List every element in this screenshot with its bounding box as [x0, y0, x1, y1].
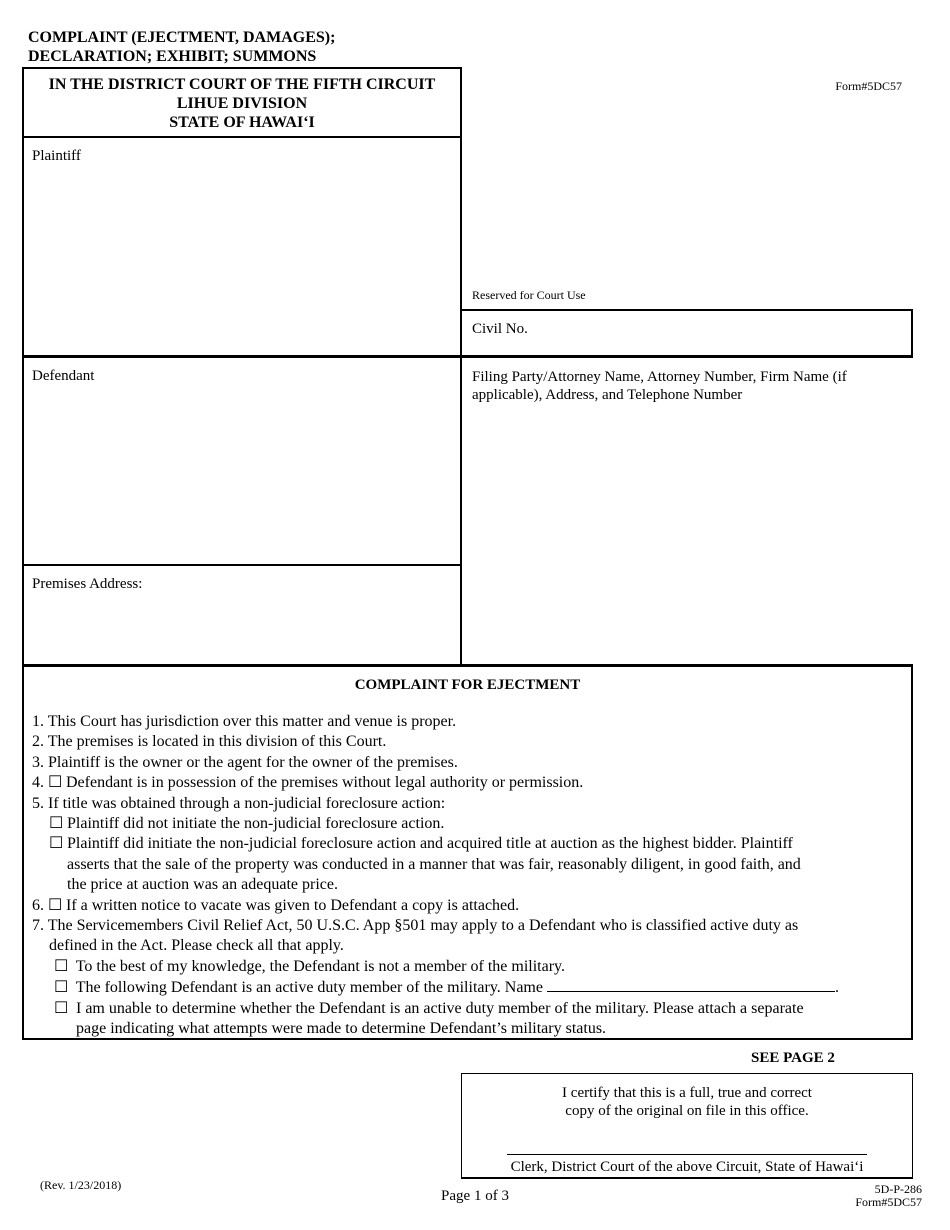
premises-address-label: Premises Address: [32, 576, 143, 592]
defendant-label: Defendant [32, 368, 95, 384]
notice-to-vacate-checkbox[interactable]: ☐ [48, 896, 63, 914]
unable-determine-checkbox[interactable]: ☐ [54, 999, 69, 1017]
allegation-2: 2. The premises is located in this division of this Court. [32, 733, 387, 751]
allegation-6: 6. ☐ If a written notice to vacate was given to Defendant a copy is attached. [32, 896, 892, 916]
allegation-5b-cont2: the price at auction was an adequate price. [67, 876, 338, 894]
certification-bottom-rule [461, 1177, 913, 1179]
premises-top-rule [22, 564, 462, 566]
court-state: STATE OF HAWAI‘I [169, 114, 315, 131]
document-title: COMPLAINT (EJECTMENT, DAMAGES); DECLARATION; EXHIBIT; SUMMONS [28, 29, 336, 65]
allegation-5a: ☐ Plaintiff did not initiate the non-judicial foreclosure action. [32, 814, 892, 834]
no-foreclosure-checkbox[interactable]: ☐ [49, 815, 64, 833]
court-caption-box [22, 67, 462, 138]
clerk-signature-line[interactable] [507, 1154, 867, 1155]
allegation-7b: ☐ The following Defendant is an active duty member of the military. Name . [32, 977, 892, 998]
complaint-heading: COMPLAINT FOR EJECTMENT [354, 677, 581, 693]
complaint-top-rule [22, 664, 913, 667]
form-number: Form#5DC57 [835, 79, 902, 93]
allegation-7a: ☐ To the best of my knowledge, the Defendant is not a member of the military. [32, 957, 892, 977]
complaint-right-border [911, 666, 913, 1040]
civil-no-right-border [911, 309, 913, 357]
civil-no-label: Civil No. [472, 321, 528, 337]
page-number: Page 1 of 3 [441, 1188, 509, 1204]
active-duty-checkbox[interactable]: ☐ [54, 979, 69, 997]
certification-text: I certify that this is a full, true and correct copy of the original on file in this office. [562, 1085, 812, 1119]
allegation-5b-cont: asserts that the sale of the property was conducted in a manner that was fair, reasonably diligent, in good faith, and [67, 855, 801, 873]
filing-party-label: Filing Party/Attorney Name, Attorney Number, Firm Name (if applicable), Address, and Telephone Number [472, 369, 847, 403]
civil-no-top-rule [461, 309, 913, 311]
court-name: IN THE DISTRICT COURT OF THE FIFTH CIRCUIT [48, 76, 436, 93]
possession-checkbox[interactable]: ☐ [48, 774, 63, 792]
allegation-7c: ☐ I am unable to determine whether the Defendant is an active duty member of the military. Please attach a separate [32, 999, 892, 1019]
military-name-field[interactable] [547, 977, 835, 992]
defendant-top-rule [22, 355, 913, 358]
allegation-3: 3. Plaintiff is the owner or the agent for the owner of the premises. [32, 753, 458, 771]
allegation-7-cont: defined in the Act. Please check all that apply. [49, 937, 344, 955]
revision-date: (Rev. 1/23/2018) [40, 1178, 122, 1192]
left-border [22, 137, 24, 667]
allegation-4: 4. ☐ Defendant is in possession of the premises without legal authority or permission. [32, 773, 892, 793]
center-divider [460, 137, 462, 667]
allegation-7c-cont: page indicating what attempts were made to determine Defendant’s military status. [76, 1020, 607, 1038]
see-page-note: SEE PAGE 2 [751, 1050, 835, 1066]
foreclosure-checkbox[interactable]: ☐ [49, 835, 64, 853]
complaint-left-border [22, 666, 24, 1040]
clerk-caption: Clerk, District Court of the above Circuit, State of Hawai‘i [510, 1159, 864, 1175]
complaint-allegations [32, 712, 892, 1040]
not-military-checkbox[interactable]: ☐ [54, 957, 69, 975]
allegation-7: 7. The Servicemembers Civil Relief Act, 50 U.S.C. App §501 may apply to a Defendant who is classified active duty as [32, 917, 799, 935]
plaintiff-label: Plaintiff [32, 148, 81, 164]
allegation-5b: ☐ Plaintiff did initiate the non-judicial foreclosure action and acquired title at auction as the highest bidder. Plaintiff [32, 834, 892, 854]
form-id-footer: 5D-P-286 Form#5DC57 [855, 1182, 922, 1209]
reserved-court-use: Reserved for Court Use [472, 288, 586, 302]
allegation-1: 1. This Court has jurisdiction over this matter and venue is proper. [32, 713, 457, 730]
court-division: LIHUE DIVISION [176, 95, 308, 112]
allegation-5: 5. If title was obtained through a non-judicial foreclosure action: [32, 794, 446, 812]
